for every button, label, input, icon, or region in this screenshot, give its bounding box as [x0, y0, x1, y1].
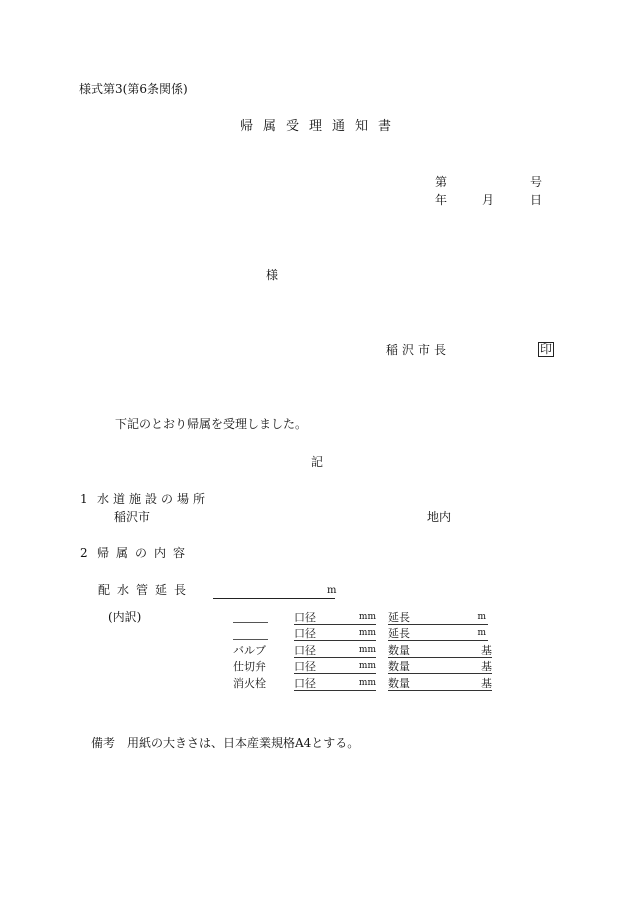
section-1-title: 水道施設の場所 — [97, 492, 210, 506]
document-title: 帰属受理通知書 — [240, 119, 402, 134]
date-day: 日 — [530, 193, 543, 207]
row-3-diameter: 口径 mm — [294, 644, 376, 657]
addressee-suffix: 様 — [266, 268, 279, 282]
row-1-length: 延長 m — [388, 611, 486, 624]
row-3-name: バルブ — [233, 644, 266, 657]
pipe-length-label: 配水管延長 — [98, 583, 194, 597]
row-2-name-blank — [233, 639, 268, 640]
row-4-diameter: 口径 mm — [294, 660, 376, 673]
ki-label: 記 — [311, 455, 324, 469]
number-prefix: 第 — [435, 175, 448, 189]
date-month: 月 — [482, 193, 495, 207]
seal-mark: 印 — [540, 342, 553, 356]
body-text: 下記のとおり帰属を受理しました。 — [115, 417, 308, 431]
pipe-length-underline — [213, 598, 335, 599]
form-id: 様式第3(第6条関係) — [79, 82, 188, 96]
row-5-name: 消火栓 — [233, 677, 266, 690]
pipe-length-unit: m — [327, 585, 337, 596]
row-1-diameter: 口径 mm — [294, 611, 376, 624]
row-1-name-blank — [233, 622, 268, 623]
row-2-length: 延長 m — [388, 627, 486, 640]
row-5-quantity: 数量 基 — [388, 677, 492, 690]
location-city: 稲沢市 — [114, 510, 151, 524]
section-1-number: 1 — [80, 492, 88, 506]
section-2-number: 2 — [80, 546, 88, 560]
number-suffix: 号 — [530, 175, 543, 189]
date-year: 年 — [435, 193, 448, 207]
location-chinai: 地内 — [427, 510, 452, 524]
row-4-name: 仕切弁 — [233, 660, 266, 673]
issuer: 稲沢市長 — [386, 343, 451, 357]
row-2-diameter: 口径 mm — [294, 627, 376, 640]
breakdown-label: (内訳) — [108, 610, 142, 624]
section-2-title: 帰属の内容 — [97, 546, 193, 560]
row-5-diameter: 口径 mm — [294, 677, 376, 690]
row-3-quantity: 数量 基 — [388, 644, 492, 657]
note: 備考 用紙の大きさは、日本産業規格A4とする。 — [91, 736, 360, 750]
row-4-quantity: 数量 基 — [388, 660, 492, 673]
